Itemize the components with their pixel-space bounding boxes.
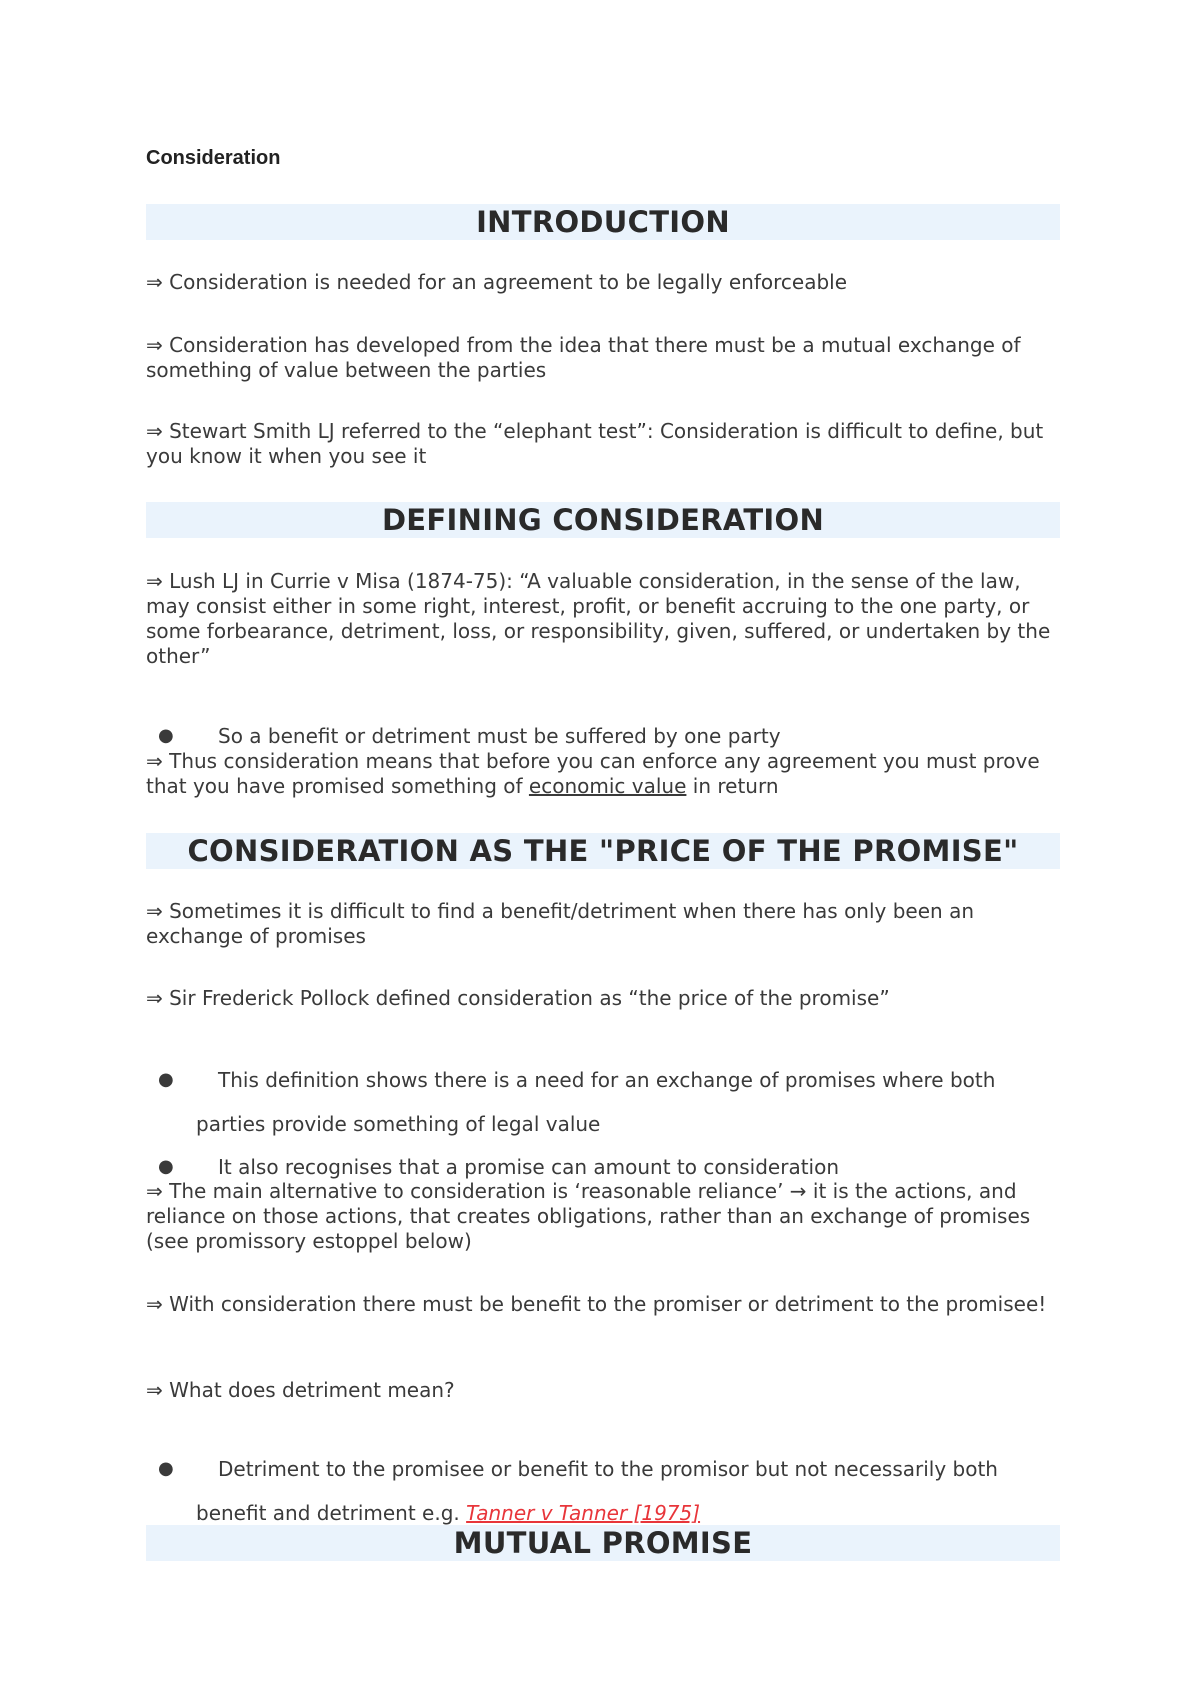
price-paragraph-2: ⇒ Sir Frederick Pollock defined consideration as “the price of the promise” <box>146 986 890 1010</box>
price-paragraph-3: ⇒ The main alternative to consideration is ‘reasonable reliance’ → it is the actions, and reliance on those actions, that creates obligations, rather than an exchange of promises (see promissory estoppel below) <box>146 1179 1031 1253</box>
text-span: benefit and detriment e.g. <box>196 1501 467 1525</box>
intro-paragraph-2: ⇒ Consideration has developed from the idea that there must be a mutual exchange of something of value between the parties <box>146 333 1021 382</box>
heading-price-of-the-promise: CONSIDERATION AS THE "PRICE OF THE PROMISE" <box>146 833 1060 869</box>
bullet-icon: ● <box>158 1069 174 1090</box>
price-paragraph-1: ⇒ Sometimes it is difficult to find a benefit/detriment when there has only been an exchange of promises <box>146 899 974 948</box>
bullet-icon: ● <box>158 1458 174 1479</box>
intro-paragraph-1: ⇒ Consideration is needed for an agreement to be legally enforceable <box>146 270 848 294</box>
bullet-text: This definition shows there is a need for an exchange of promises where both <box>218 1068 996 1092</box>
case-link-tanner-v-tanner[interactable]: Tanner v Tanner [1975] <box>466 1501 701 1525</box>
price-paragraph-5: ⇒ What does detriment mean? <box>146 1378 455 1402</box>
bullet-icon: ● <box>158 725 174 746</box>
bullet-text-continued: parties provide something of legal value <box>196 1112 601 1136</box>
text-span: in return <box>686 774 779 798</box>
bullet-icon: ● <box>158 1156 174 1177</box>
underlined-term: economic value <box>528 774 687 798</box>
document-title: Consideration <box>146 147 281 169</box>
bullet-text: So a benefit or detriment must be suffered by one party <box>218 724 781 748</box>
heading-defining-consideration: DEFINING CONSIDERATION <box>146 502 1060 538</box>
text-span: ⇒ Thus consideration means that before you can enforce any agreement you must prove that you have promised something of <box>146 749 1040 798</box>
defining-paragraph-2 <box>146 749 1066 799</box>
heading-mutual-promise: MUTUAL PROMISE <box>146 1525 1060 1561</box>
defining-paragraph-1: ⇒ Lush LJ in Currie v Misa (1874-75): “A valuable consideration, in the sense of the law, may consist either in some right, interest, profit, or benefit accruing to the one party, or some forbearance, detriment, loss, or responsibility, given, suffered, or undertaken by the other” <box>146 569 1051 668</box>
price-bullet-3 <box>158 1447 1058 1535</box>
intro-paragraph-3: ⇒ Stewart Smith LJ referred to the “elephant test”: Consideration is difficult to define, but you know it when you see it <box>146 419 1044 468</box>
heading-introduction: INTRODUCTION <box>146 204 1060 240</box>
bullet-text: Detriment to the promisee or benefit to the promisor but not necessarily both <box>218 1457 998 1481</box>
price-paragraph-4: ⇒ With consideration there must be benefit to the promiser or detriment to the promisee! <box>146 1292 1047 1316</box>
bullet-text: It also recognises that a promise can amount to consideration <box>218 1155 840 1179</box>
price-bullet-1 <box>158 1058 1058 1146</box>
